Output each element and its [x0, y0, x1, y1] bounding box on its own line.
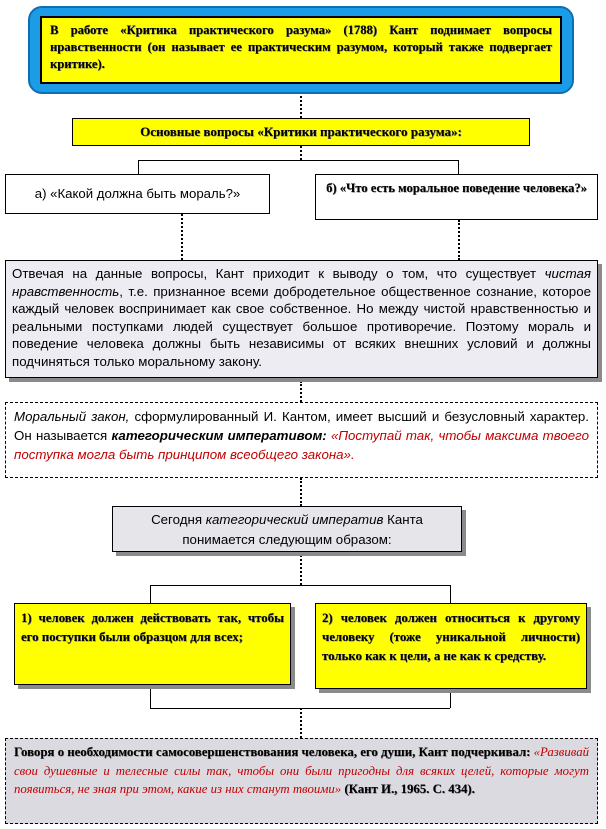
- connector-c2-down: [450, 689, 451, 708]
- connector-questions-down: [300, 146, 302, 160]
- connector-to-qa: [138, 160, 139, 174]
- questions-header: Основные вопросы «Критики практического разума»:: [72, 118, 530, 146]
- connector-to-final: [300, 708, 302, 738]
- today-term: категорический императив: [205, 512, 384, 527]
- connector-answer-to-moral: [300, 381, 302, 402]
- connector-split-consequences: [150, 585, 450, 586]
- imperative-quote: «Поступай так, чтобы максима твоего поступка могла быть принципом всеобщего закона».: [14, 428, 589, 462]
- consequence-2: 2) человек должен относиться к другому человеку (тоже уникальной личности) только как к цели, а не как к средству.: [315, 603, 587, 689]
- today-box: [112, 506, 462, 552]
- consequence-1: 1) человек должен действовать так, чтобы его поступки были образцом для всех;: [14, 603, 291, 685]
- moral-law-term: Моральный закон,: [14, 409, 130, 424]
- today-text-2: Канта понимается следующим образом:: [182, 512, 423, 547]
- question-b: б) «Что есть моральное поведение человека?»: [315, 174, 598, 220]
- connector-moral-to-today: [300, 478, 302, 506]
- intro-box: [28, 6, 574, 94]
- final-text: Говоря о необходимости самосовершенствования человека, его души, Кант подчеркивал:: [14, 745, 534, 759]
- intro-text: В работе «Критика практического разума» (1788) Кант поднимает вопросы нравственности (он называет ее практическим разумом, который также подвергает критике).: [40, 16, 562, 84]
- connector-today-down: [300, 555, 302, 585]
- answer-term: чистая нравственность: [12, 266, 591, 299]
- connector-to-c2: [450, 585, 451, 603]
- connector-top-to-questions: [300, 96, 302, 118]
- today-text-1: Сегодня: [151, 512, 206, 527]
- final-quote: «Развивай свои душевные и телесные силы так, чтобы они были пригодны для всяких целей, которые могут появиться, не зная при этом, какие из них станут твоими»: [14, 745, 589, 796]
- final-citation: (Кант И., 1965. С. 434).: [341, 782, 475, 796]
- answer-box: [5, 260, 598, 378]
- answer-text-2: , т.е. признанное всеми добродетельное общественное сознание, которое каждый человек воспринимает как свое собственное. Но между чистой нравственностью и реальными поступками людей существует большое противоречие. Поэтому мораль и поведение человека должны быть независимы от всяких внешних условий и должны подчиняться только моральному закону.: [12, 283, 591, 369]
- imperative-term: категорическим императивом:: [111, 428, 327, 443]
- question-a: а) «Какой должна быть мораль?»: [5, 174, 270, 214]
- connector-split-top: [138, 160, 458, 161]
- moral-law-box: [5, 402, 598, 478]
- answer-text-1: Отвечая на данные вопросы, Кант приходит к выводу о том, что существует: [12, 266, 545, 281]
- final-box: [5, 738, 598, 824]
- connector-to-qb: [458, 160, 459, 174]
- moral-law-text: сформулированный И. Кантом, имеет высший и безусловный характер. Он называется: [14, 409, 589, 443]
- connector-c1-down: [150, 685, 151, 708]
- connector-qb-down: [458, 220, 460, 260]
- connector-to-c1: [150, 585, 151, 603]
- connector-qa-down: [181, 214, 183, 260]
